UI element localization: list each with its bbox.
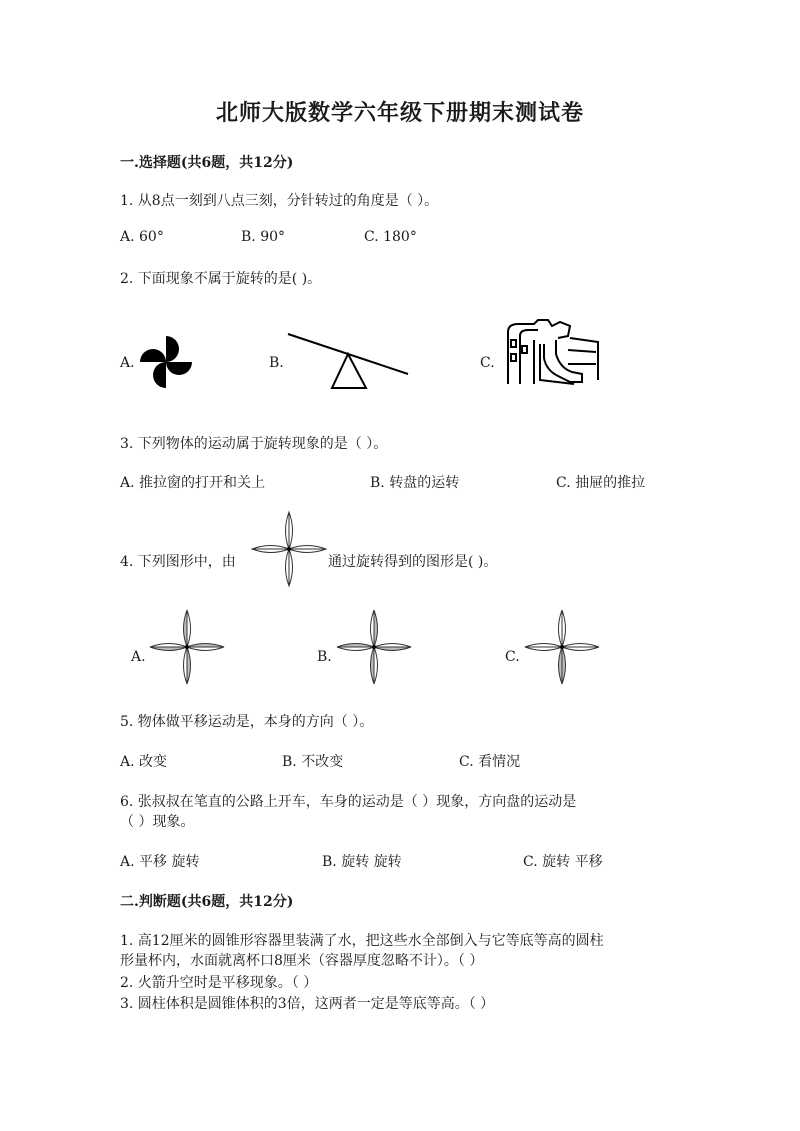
section-heading-choice: 一.选择题(共6题，共12分) <box>120 155 294 171</box>
question-3-option-c: C. 抽屉的推拉 <box>556 475 646 491</box>
question-4-option-c: C. <box>505 649 520 665</box>
question-6-option-c: C. 旋转 平移 <box>523 854 603 870</box>
question-1-option-b: B. 90° <box>241 229 286 245</box>
question-5-text: 5. 物体做平移运动是，本身的方向（ ）。 <box>120 714 374 730</box>
slide-image <box>498 318 606 390</box>
question-6-text-line2: （ ）现象。 <box>120 814 195 830</box>
question-6-option-a: A. 平移 旋转 <box>120 854 200 870</box>
question-2-text: 2. 下面现象不属于旋转的是( )。 <box>120 271 322 287</box>
flower-option-b-image <box>335 608 413 686</box>
question-3-text: 3. 下列物体的运动属于旋转现象的是（ ）。 <box>120 436 388 452</box>
question-3-option-a: A. 推拉窗的打开和关上 <box>120 475 266 491</box>
question-2-option-c: C. <box>480 355 495 371</box>
question-5-option-b: B. 不改变 <box>282 754 344 770</box>
question-4-text-after: 通过旋转得到的图形是( )。 <box>328 554 498 570</box>
question-1-option-c: C. 180° <box>364 229 417 245</box>
page-title: 北师大版数学六年级下册期末测试卷 <box>215 100 584 126</box>
question-5-option-a: A. 改变 <box>120 754 168 770</box>
judgement-1-line2: 形量杯内，水面就离杯口8厘米（容器厚度忽略不计）。（ ） <box>120 953 484 969</box>
question-6-option-b: B. 旋转 旋转 <box>322 854 402 870</box>
seesaw-image <box>286 330 412 392</box>
judgement-3: 3. 圆柱体积是圆锥体积的3倍，这两者一定是等底等高。（ ） <box>120 996 495 1012</box>
question-2-option-a: A. <box>120 355 135 371</box>
question-1-option-a: A. 60° <box>120 229 164 245</box>
flower-option-c-image <box>523 608 601 686</box>
pinwheel-image <box>136 332 196 392</box>
question-3-option-b: B. 转盘的运转 <box>370 475 460 491</box>
question-4-option-a: A. <box>131 649 146 665</box>
question-6-text-line1: 6. 张叔叔在笔直的公路上开车，车身的运动是（ ）现象，方向盘的运动是 <box>120 794 577 810</box>
question-4-text-before: 4. 下列图形中，由 <box>120 554 236 570</box>
flower-option-a-image <box>148 608 226 686</box>
question-5-option-c: C. 看情况 <box>459 754 521 770</box>
flower-reference-image <box>250 510 328 588</box>
question-1-text: 1. 从8点一刻到八点三刻，分针转过的角度是（ ）。 <box>120 193 439 209</box>
question-2-option-b: B. <box>269 355 284 371</box>
judgement-2: 2. 火箭升空时是平移现象。（ ） <box>120 975 318 991</box>
section-heading-judgement: 二.判断题(共6题，共12分) <box>120 894 294 910</box>
question-4-option-b: B. <box>317 649 332 665</box>
judgement-1-line1: 1. 高12厘米的圆锥形容器里装满了水，把这些水全部倒入与它等底等高的圆柱 <box>120 933 604 949</box>
